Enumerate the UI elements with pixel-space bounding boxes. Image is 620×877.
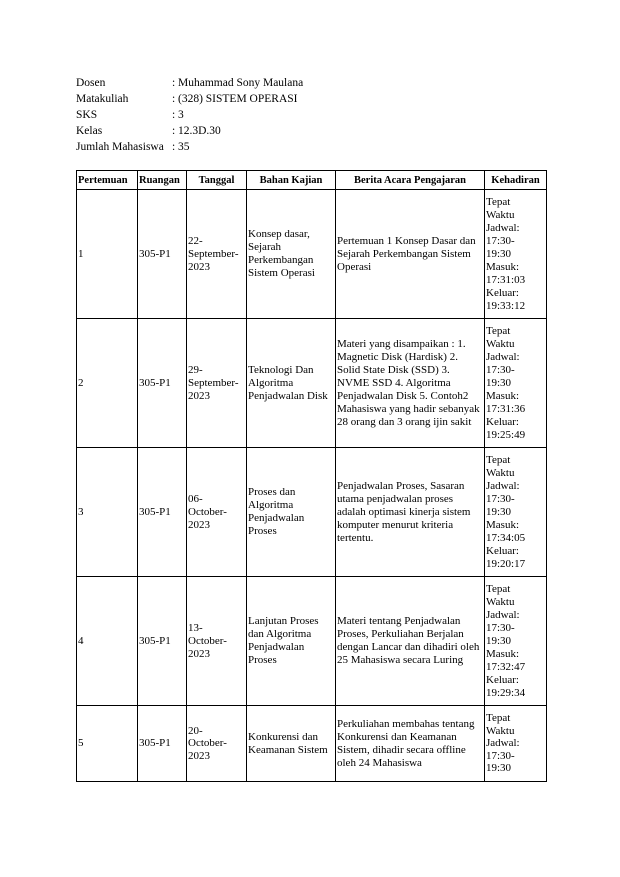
info-label: Kelas: [76, 125, 103, 137]
cell-pertemuan: 4: [77, 577, 138, 706]
cell-bahan-kajian: Konkurensi dan Keamanan Sistem: [247, 706, 336, 782]
info-label: Dosen: [76, 77, 106, 89]
cell-ruangan: 305-P1: [138, 190, 187, 319]
info-row-sks: [76, 107, 303, 123]
info-value: 3: [178, 109, 184, 121]
info-colon: :: [172, 109, 176, 121]
cell-berita-acara: Perkuliahan membahas tentang Konkurensi dan Keamanan Sistem, dihadir secara offline oleh 24 Mahasiswa: [336, 706, 485, 782]
cell-pertemuan: 3: [77, 448, 138, 577]
cell-tanggal: 22- September- 2023: [187, 190, 247, 319]
header-bahan-kajian: Bahan Kajian: [247, 171, 336, 190]
info-value: 35: [178, 141, 190, 153]
cell-berita-acara: Pertemuan 1 Konsep Dasar dan Sejarah Perkembangan Sistem Operasi: [336, 190, 485, 319]
table-row: [77, 577, 547, 706]
cell-kehadiran: Tepat Waktu Jadwal: 17:30- 19:30: [485, 706, 547, 782]
cell-kehadiran: Tepat Waktu Jadwal: 17:30- 19:30 Masuk: 17:32:47 Keluar: 19:29:34: [485, 577, 547, 706]
info-value: Muhammad Sony Maulana: [178, 77, 304, 89]
info-colon: :: [172, 93, 176, 105]
table-row: [77, 448, 547, 577]
info-value: 12.3D.30: [178, 125, 221, 137]
info-value: (328) SISTEM OPERASI: [178, 93, 298, 105]
header-berita-acara: Berita Acara Pengajaran: [336, 171, 485, 190]
cell-berita-acara: Materi yang disampaikan : 1. Magnetic Disk (Hardisk) 2. Solid State Disk (SSD) 3. NVME SSD 4. Algoritma Penjadwalan Disk 5. Contoh2 Mahasiswa yang hadir sebanyak 28 orang dan 3 orang ijin sakit: [336, 319, 485, 448]
info-colon: :: [172, 77, 176, 89]
cell-pertemuan: 2: [77, 319, 138, 448]
cell-tanggal: 06- October- 2023: [187, 448, 247, 577]
info-label: Jumlah Mahasiswa: [76, 141, 164, 153]
table-row: [77, 706, 547, 782]
header-kehadiran: Kehadiran: [485, 171, 547, 190]
table-row: [77, 190, 547, 319]
attendance-table: [76, 170, 547, 782]
cell-tanggal: 20- October- 2023: [187, 706, 247, 782]
cell-ruangan: 305-P1: [138, 706, 187, 782]
cell-kehadiran: Tepat Waktu Jadwal: 17:30- 19:30 Masuk: 17:34:05 Keluar: 19:20:17: [485, 448, 547, 577]
table-row: [77, 319, 547, 448]
header-tanggal: Tanggal: [187, 171, 247, 190]
cell-berita-acara: Materi tentang Penjadwalan Proses, Perkuliahan Berjalan dengan Lancar dan dihadiri oleh 25 Mahasiswa secara Luring: [336, 577, 485, 706]
cell-kehadiran: Tepat Waktu Jadwal: 17:30- 19:30 Masuk: 17:31:36 Keluar: 19:25:49: [485, 319, 547, 448]
cell-bahan-kajian: Lanjutan Proses dan Algoritma Penjadwalan Proses: [247, 577, 336, 706]
info-row-jumlah-mahasiswa: [76, 139, 303, 155]
course-info: [76, 75, 303, 155]
info-label: SKS: [76, 109, 98, 121]
cell-ruangan: 305-P1: [138, 319, 187, 448]
cell-bahan-kajian: Proses dan Algoritma Penjadwalan Proses: [247, 448, 336, 577]
info-row-dosen: [76, 75, 303, 91]
info-colon: :: [172, 141, 176, 153]
header-pertemuan: Pertemuan: [77, 171, 138, 190]
cell-bahan-kajian: Konsep dasar, Sejarah Perkembangan Sistem Operasi: [247, 190, 336, 319]
info-colon: :: [172, 125, 176, 137]
cell-ruangan: 305-P1: [138, 577, 187, 706]
cell-bahan-kajian: Teknologi Dan Algoritma Penjadwalan Disk: [247, 319, 336, 448]
table-header-row: [77, 171, 547, 190]
cell-tanggal: 13- October- 2023: [187, 577, 247, 706]
cell-ruangan: 305-P1: [138, 448, 187, 577]
info-row-matakuliah: [76, 91, 303, 107]
cell-pertemuan: 5: [77, 706, 138, 782]
cell-kehadiran: Tepat Waktu Jadwal: 17:30- 19:30 Masuk: 17:31:03 Keluar: 19:33:12: [485, 190, 547, 319]
cell-pertemuan: 1: [77, 190, 138, 319]
info-row-kelas: [76, 123, 303, 139]
cell-tanggal: 29- September- 2023: [187, 319, 247, 448]
cell-berita-acara: Penjadwalan Proses, Sasaran utama penjadwalan proses adalah optimasi kinerja sistem komputer menurut kriteria tertentu.: [336, 448, 485, 577]
info-label: Matakuliah: [76, 93, 129, 105]
header-ruangan: Ruangan: [138, 171, 187, 190]
